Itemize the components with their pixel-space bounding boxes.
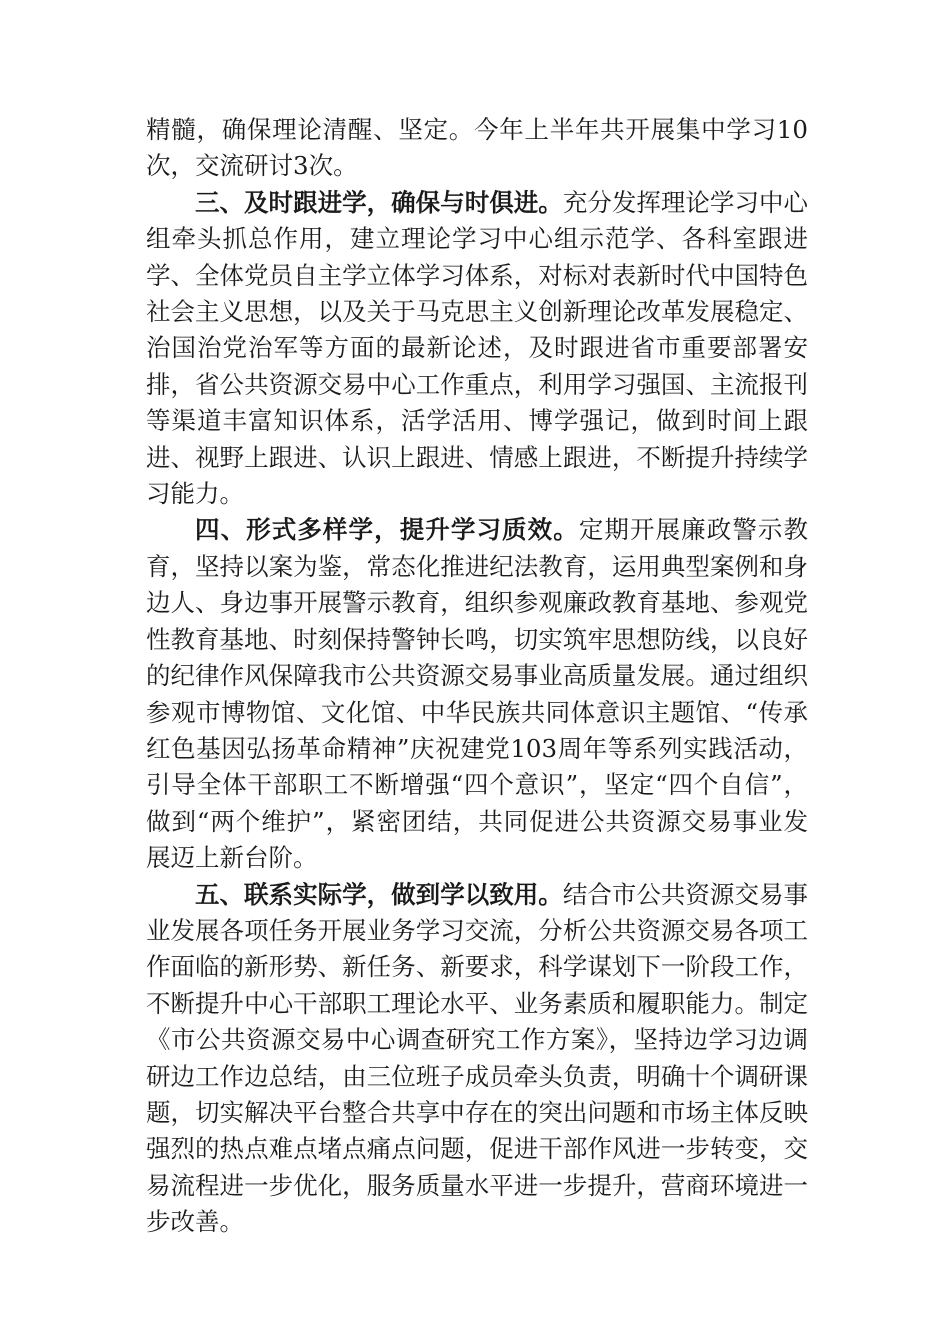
section-heading: 四、形式多样学，提升学习质效。 (195, 515, 579, 545)
section-heading: 五、联系实际学，做到学以致用。 (195, 879, 563, 909)
document-body (146, 112, 808, 1241)
paragraph-text: 定期开展廉政警示教育，坚持以案为鉴，常态化推进纪法教育，运用典型案例和身边人、身边事开展警示教育，组织参观廉政教育基地、参观党性教育基地、时刻保持警钟长鸣，切实筑牢思想防线，以良好的纪律作风保障我市公共资源交易事业高质量发展。通过组织参观市博物馆、文化馆、中华民族共同体意识主题馆、“传承红色基因弘扬革命精神”庆祝建党103周年等系列实践活动，引导全体干部职工不断增强“四个意识”，坚定“四个自信”，做到“两个维护”，紧密团结，共同促进公共资源交易事业发展迈上新台阶。 (146, 515, 809, 873)
paragraph-continuation (146, 112, 808, 185)
paragraph-text: 充分发挥理论学习中心组牵头抓总作用，建立理论学习中心组示范学、各科室跟进学、全体党员自主学立体学习体系，对标对表新时代中国特色社会主义思想，以及关于马克思主义创新理论改革发展稳定、治国治党治军等方面的最新论述，及时跟进省市重要部署安排，省公共资源交易中心工作重点，利用学习强国、主流报刊等渠道丰富知识体系，活学活用、博学强记，做到时间上跟进、视野上跟进、认识上跟进、情感上跟进，不断提升持续学习能力。 (146, 187, 808, 509)
paragraph-text: 结合市公共资源交易事业发展各项任务开展业务学习交流，分析公共资源交易各项工作面临的新形势、新任务、新要求，科学谋划下一阶段工作，不断提升中心干部职工理论水平、业务素质和履职能力。制定《市公共资源交易中心调查研究工作方案》，坚持边学习边调研边工作边总结，由三位班子成员牵头负责，明确十个调研课题，切实解决平台整合共享中存在的突出问题和市场主体反映强烈的热点难点堵点痛点问题，促进干部作风进一步转变，交易流程进一步优化，服务质量水平进一步提升，营商环境进一步改善。 (146, 879, 808, 1237)
paragraph-section-3 (146, 185, 808, 513)
paragraph-section-4 (146, 512, 808, 876)
paragraph-text: 精髓，确保理论清醒、坚定。今年上半年共开展集中学习10次，交流研讨3次。 (146, 115, 808, 181)
section-heading: 三、及时跟进学，确保与时俱进。 (195, 187, 563, 217)
paragraph-section-5 (146, 877, 808, 1241)
